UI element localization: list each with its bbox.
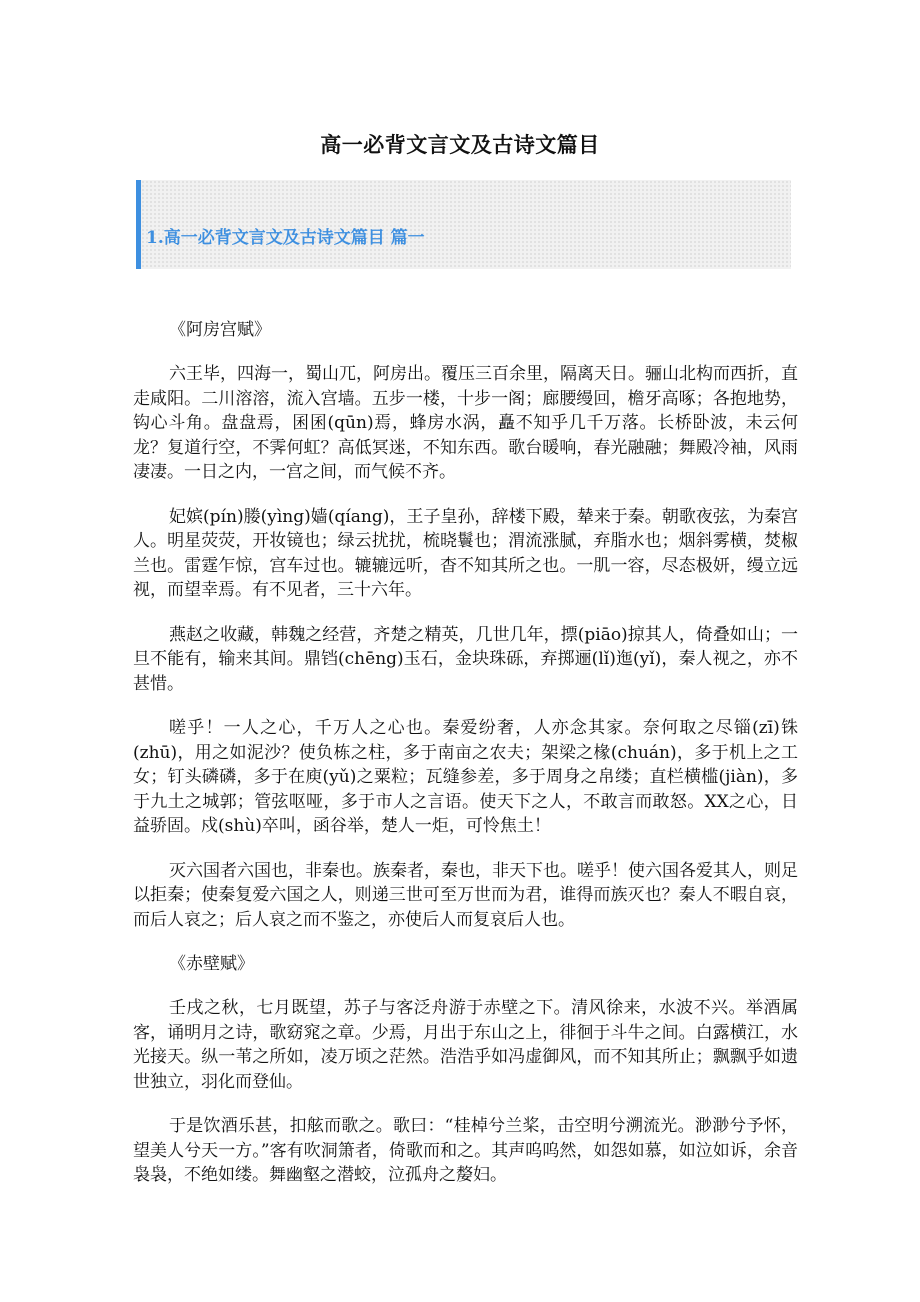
paragraph: 壬戌之秋，七月既望，苏子与客泛舟游于赤壁之下。清风徐来，水波不兴。举酒属客，诵明月之诗，歌窈窕之章。少焉，月出于东山之上，徘徊于斗牛之间。白露横江，水光接天。纵一苇之所如，凌万顷之茫然。浩浩乎如冯虚御风，而不知其所止；飘飘乎如遗世独立，羽化而登仙。: [133, 998, 798, 1092]
paragraph: 妃嫔(pín)媵(yìng)嫱(qíang)，王子皇孙，辞楼下殿，辇来于秦。朝歌夜弦，为秦宫人。明星荧荧，开妆镜也；绿云扰扰，梳晓鬟也；渭流涨腻，弃脂水也；烟斜雾横，焚椒兰也。雷霆乍惊，宫车过也。辘辘远听，杳不知其所之也。一肌一容，尽态极妍，缦立远视，而望幸焉。有不见者，三十六年。: [133, 506, 798, 600]
poem-title-chibi: 《赤壁赋》: [169, 954, 254, 974]
section-heading-banner: [136, 180, 791, 269]
page-title: 高一必背文言文及古诗文篇目: [320, 132, 600, 157]
poem-title-afanggong: 《阿房宫赋》: [169, 320, 271, 340]
paragraph: 于是饮酒乐甚，扣舷而歌之。歌曰：“桂棹兮兰桨，击空明兮溯流光。渺渺兮予怀，望美人兮天一方。”客有吹洞箫者，倚歌而和之。其声呜呜然，如怨如慕，如泣如诉，余音袅袅，不绝如缕。舞幽壑之潜蛟，泣孤舟之嫠妇。: [133, 1116, 798, 1185]
paragraph: 灭六国者六国也，非秦也。族秦者，秦也，非天下也。嗟乎！使六国各爱其人，则足以拒秦；使秦复爱六国之人，则递三世可至万世而为君，谁得而族灭也？秦人不暇自哀，而后人哀之；后人哀之而不鉴之，亦使后人而复哀后人也。: [133, 860, 798, 930]
article-body: [133, 318, 798, 1208]
section-heading: 1.高一必背文言文及古诗文篇目 篇一: [146, 228, 425, 248]
paragraph: 六王毕，四海一，蜀山兀，阿房出。覆压三百余里，隔离天日。骊山北构而西折，直走咸阳。二川溶溶，流入宫墙。五步一楼，十步一阁；廊腰缦回，檐牙高啄；各抱地势，钩心斗角。盘盘焉，囷囷(qūn)焉，蜂房水涡，矗不知乎几千万落。长桥卧波，未云何龙？复道行空，不霁何虹？高低冥迷，不知东西。歌台暖响，春光融融；舞殿冷袖，风雨凄凄。一日之内，一宫之间，而气候不齐。: [133, 364, 798, 482]
paragraph: 嗟乎！一人之心，千万人之心也。秦爱纷奢，人亦念其家。奈何取之尽锱(zī)铢(zhū)，用之如泥沙？使负栋之柱，多于南亩之农夫；架梁之椽(chuán)，多于机上之工女；钉头磷磷，多于在庾(yǔ)之粟粒；瓦缝参差，多于周身之帛缕；直栏横槛(jiàn)，多于九土之城郭；管弦呕哑，多于市人之言语。使天下之人，不敢言而敢怒。XX之心，日益骄固。戍(shù)卒叫，函谷举，楚人一炬，可怜焦土！: [133, 718, 798, 836]
paragraph: 燕赵之收藏，韩魏之经营，齐楚之精英，几世几年，摽(piāo)掠其人，倚叠如山；一旦不能有，输来其间。鼎铛(chēng)玉石，金块珠砾，弃掷逦(lǐ)迤(yǐ)，秦人视之，亦不甚惜。: [133, 624, 798, 694]
